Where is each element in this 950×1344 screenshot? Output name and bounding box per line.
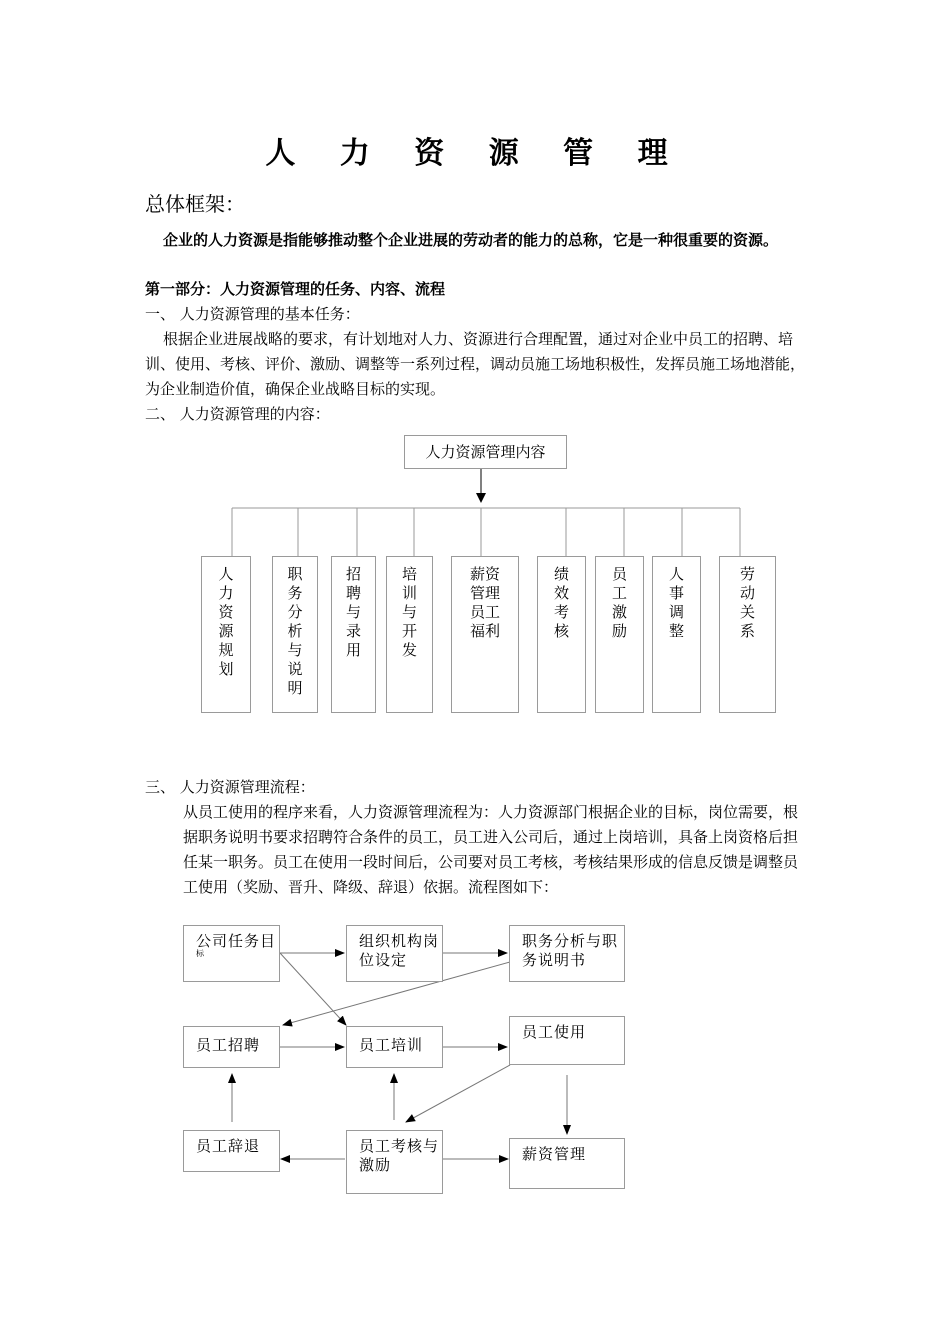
flow-usage: 员工使用 — [509, 1016, 625, 1065]
org-item-personnel-adjust: 人事调整 — [652, 556, 701, 713]
flow-org-setup: 组织机构岗位设定 — [346, 925, 443, 982]
org-item-training: 培训与开发 — [386, 556, 433, 713]
part1-heading: 第一部分：人力资源管理的任务、内容、流程 — [145, 280, 446, 298]
overview-heading: 总体框架： — [145, 192, 245, 216]
flow-appraisal: 员工考核与激励 — [346, 1130, 443, 1194]
org-item-recruitment: 招聘与录用 — [331, 556, 376, 713]
org-item-hr-planning: 人力资源规划 — [201, 556, 251, 713]
flow-dismissal: 员工辞退 — [183, 1130, 280, 1172]
section3-body: 从员工使用的程序来看，人力资源管理流程为：人力资源部门根据企业的目标，岗位需要，根据职务说明书要求招聘符合条件的员工，员工进入公司后，通过上岗培训，具备上岗资格后担任某一职务。员工在使用一段时间后，公司要对员工考核，考核结果形成的信息反馈是调整员工使用（奖励、晋升、降级、辞退）依据。流程图如下： — [183, 803, 799, 896]
org-item-job-analysis: 职务分析与说明 — [272, 556, 318, 713]
org-item-labor-relations: 劳动关系 — [719, 556, 776, 713]
flow-company-goal-tail: 标 — [196, 949, 205, 958]
intro-paragraph: 企业的人力资源是指能够推动整个企业进展的劳动者的能力的总称，它是一种很重要的资源。 — [163, 231, 779, 249]
section3-heading: 三、 人力资源管理流程： — [145, 778, 315, 796]
org-root-box: 人力资源管理内容 — [404, 435, 567, 469]
section1-body: 根据企业进展战略的要求，有计划地对人力、资源进行合理配置，通过对企业中员工的招聘、培训、使用、考核、评价、激励、调整等一系列过程，调动员施工场地积极性，发挥员施工场地潜能，为企业制造价值，确保企业战略目标的实现。 — [145, 330, 806, 398]
flow-training: 员工培训 — [346, 1026, 443, 1068]
section1-heading: 一、 人力资源管理的基本任务： — [145, 305, 360, 323]
document-title: 人 力 资 源 管 理 — [265, 136, 685, 171]
flow-salary: 薪资管理 — [509, 1138, 625, 1189]
org-item-incentive: 员工激励 — [595, 556, 644, 713]
org-item-performance: 绩效考核 — [537, 556, 586, 713]
flow-company-goal: 公司任务目 标 — [183, 925, 280, 982]
section2-heading: 二、 人力资源管理的内容： — [145, 405, 330, 423]
org-item-salary-welfare: 薪资管理员工福利 — [451, 556, 519, 713]
flow-job-analysis: 职务分析与职务说明书 — [509, 925, 625, 982]
flow-recruitment: 员工招聘 — [183, 1026, 280, 1068]
